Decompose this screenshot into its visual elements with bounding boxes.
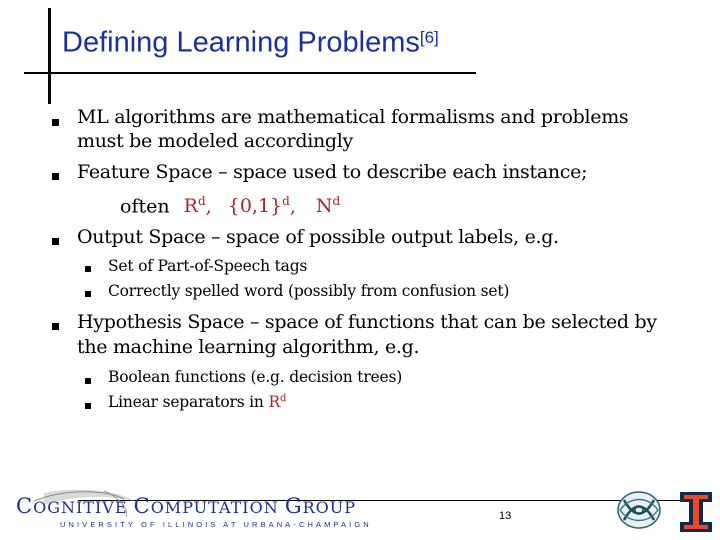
slide-title-reference: [6] — [419, 28, 439, 47]
real-symbol: R — [183, 195, 198, 218]
often-label: often — [120, 195, 170, 218]
hypothesis-sub-item-2-text: Linear separators in — [108, 393, 269, 412]
feature-space-examples — [120, 194, 340, 217]
bullet-4-line-1: Hypothesis Space – space of functions that can be selected by — [77, 311, 657, 333]
linear-real-symbol: R — [268, 393, 280, 412]
natural-exponent: d — [332, 194, 341, 208]
hypothesis-sub-item-1: Boolean functions (e.g. decision trees) — [108, 368, 403, 386]
bullet-1-line-1: ML algorithms are mathematical formalisms and problems — [77, 106, 629, 128]
comma-2: , — [289, 195, 296, 218]
sub-bullet-marker — [85, 266, 91, 272]
brand-word-ognitive: OGNITIVE — [33, 498, 134, 517]
bullet-marker — [52, 119, 59, 126]
bullet-4-line-2: the machine learning algorithm, e.g. — [77, 336, 420, 358]
bullet-marker — [52, 173, 59, 180]
bullet-1-line-2: must be modeled accordingly — [77, 130, 353, 152]
university-block-i-logo — [678, 490, 714, 534]
real-exponent: d — [197, 194, 206, 208]
slide-title — [62, 26, 439, 60]
binary-set-symbol: {0,1} — [227, 195, 283, 218]
natural-symbol: N — [315, 195, 333, 218]
celtic-knot-icon — [614, 488, 664, 532]
bullet-marker — [52, 323, 59, 330]
brand-initial-c2: C — [133, 494, 151, 518]
brand-initial-g: G — [284, 494, 303, 518]
footer-university-name: UNIVERSITY OF ILLINOIS AT URBANA-CHAMPAIGN — [60, 520, 372, 529]
bullet-marker — [52, 238, 59, 245]
page-number: 13 — [499, 510, 512, 522]
binary-exponent: d — [282, 194, 290, 208]
linear-real-exponent: d — [279, 393, 287, 404]
brand-initial-c: C — [16, 494, 34, 518]
slide-title-text: Defining Learning Problems — [62, 26, 420, 59]
sub-bullet-marker — [85, 291, 91, 297]
hypothesis-sub-item-2 — [108, 393, 286, 411]
title-vertical-rule — [48, 8, 51, 104]
output-sub-item-2: Correctly spelled word (possibly from confusion set) — [108, 282, 510, 300]
title-horizontal-rule — [24, 72, 476, 74]
sub-bullet-marker — [85, 403, 91, 409]
brand-word-omputation: OMPUTATION — [150, 498, 285, 517]
footer-brand-name — [16, 494, 356, 518]
bullet-3-line-1: Output Space – space of possible output labels, e.g. — [77, 226, 559, 248]
comma-1: , — [205, 195, 212, 218]
sub-bullet-marker — [85, 378, 91, 384]
bullet-2-line-1: Feature Space – space used to describe each instance; — [77, 161, 588, 183]
output-sub-item-1: Set of Part-of-Speech tags — [108, 257, 308, 275]
brand-word-roup: ROUP — [302, 498, 357, 517]
